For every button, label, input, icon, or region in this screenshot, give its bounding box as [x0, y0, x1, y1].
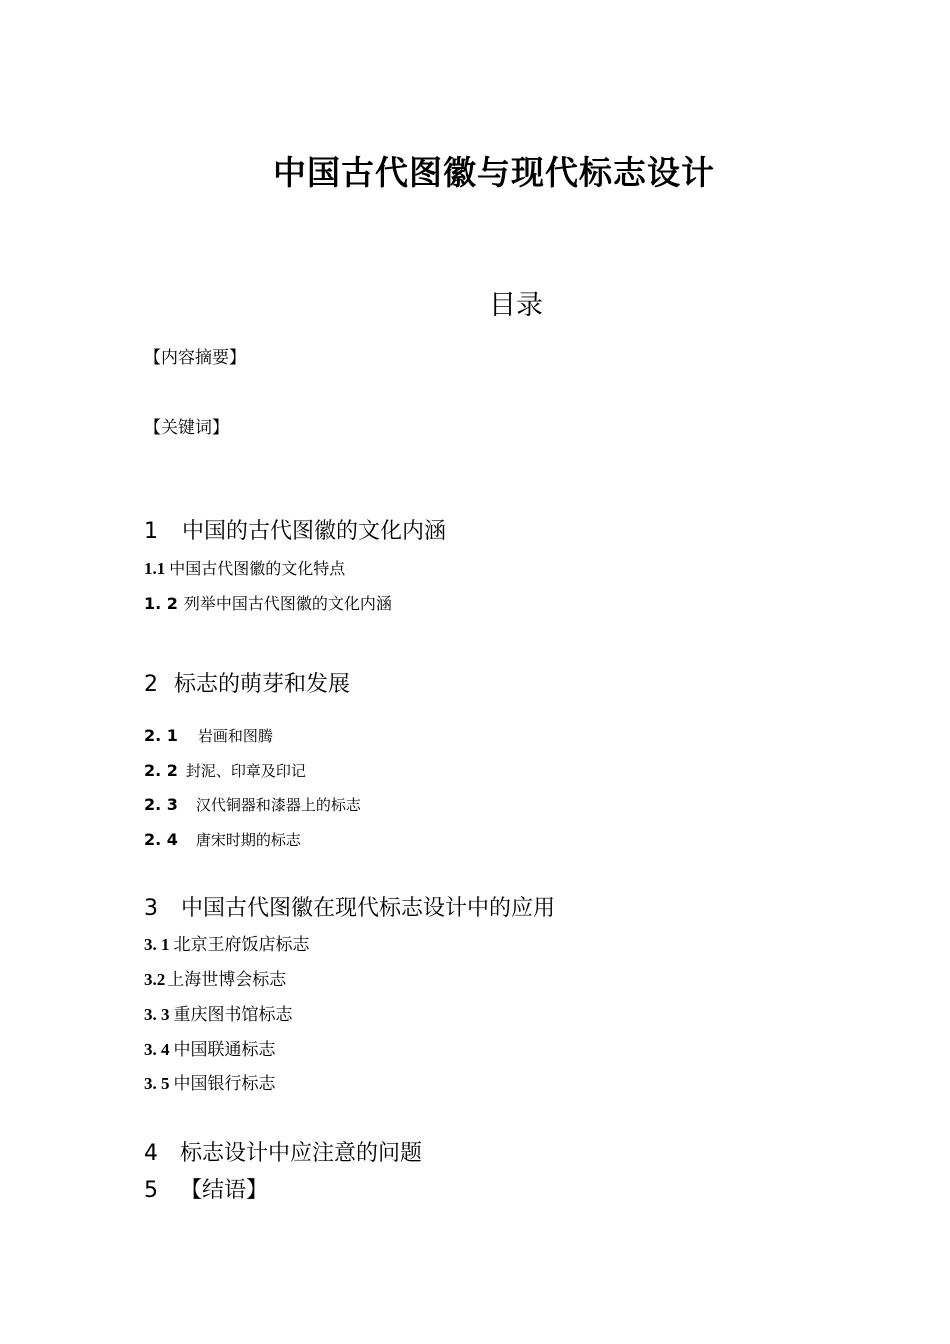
toc-section-3-1 — [144, 936, 310, 954]
section-number: 2. 3 — [144, 795, 178, 814]
toc-section-2-3 — [144, 797, 361, 813]
keywords-label: 【关键词】 — [144, 418, 229, 438]
chapter-number: 1 — [144, 519, 158, 544]
section-number: 2. 2 — [144, 761, 178, 780]
chapter-title: 中国的古代图徽的文化内涵 — [182, 519, 447, 544]
section-number: 1. 2 — [144, 594, 178, 613]
chapter-title: 【结语】 — [180, 1178, 269, 1203]
chapter-number: 4 — [144, 1141, 158, 1166]
chapter-number: 3 — [144, 896, 158, 921]
section-title: 北京王府饭店标志 — [173, 935, 310, 955]
section-title: 中国古代图徽的文化特点 — [169, 559, 346, 578]
section-title: 上海世博会标志 — [167, 970, 287, 990]
chapter-title: 中国古代图徽在现代标志设计中的应用 — [181, 896, 556, 921]
section-title: 封泥、印章及印记 — [185, 762, 306, 780]
chapter-number: 5 — [144, 1178, 158, 1203]
section-number: 2. 1 — [144, 726, 178, 745]
section-number: 3. 3 — [144, 1005, 170, 1024]
toc-heading: 目录 — [489, 290, 543, 321]
toc-section-1-1 — [144, 560, 345, 577]
toc-section-2-1 — [144, 728, 273, 744]
toc-section-2-2 — [144, 763, 306, 779]
toc-section-3-4 — [144, 1041, 276, 1059]
section-number: 2. 4 — [144, 830, 178, 849]
section-title: 中国银行标志 — [173, 1074, 276, 1094]
toc-chapter-2 — [144, 674, 350, 696]
toc-section-3-5 — [144, 1075, 276, 1093]
section-number: 1.1 — [144, 559, 166, 578]
toc-section-3-2 — [144, 971, 286, 989]
document-title: 中国古代图徽与现代标志设计 — [273, 153, 715, 192]
toc-section-2-4 — [144, 832, 301, 848]
toc-chapter-3 — [144, 898, 555, 920]
section-title: 唐宋时期的标志 — [195, 831, 301, 849]
chapter-title: 标志的萌芽和发展 — [174, 672, 351, 697]
toc-chapter-4 — [144, 1143, 422, 1165]
toc-chapter-1 — [144, 521, 446, 543]
section-number: 3. 5 — [144, 1074, 170, 1093]
section-title: 重庆图书馆标志 — [173, 1005, 293, 1025]
section-title: 岩画和图腾 — [197, 727, 273, 745]
toc-section-3-3 — [144, 1006, 293, 1024]
chapter-number: 2 — [144, 672, 158, 697]
section-number: 3. 4 — [144, 1040, 170, 1059]
abstract-label: 【内容摘要】 — [144, 348, 246, 368]
toc-chapter-5 — [144, 1180, 268, 1202]
section-title: 中国联通标志 — [173, 1040, 276, 1060]
section-title: 列举中国古代图徽的文化内涵 — [183, 594, 392, 613]
toc-section-1-2 — [144, 596, 392, 612]
chapter-title: 标志设计中应注意的问题 — [180, 1141, 423, 1166]
section-title: 汉代铜器和漆器上的标志 — [195, 796, 361, 814]
section-number: 3.2 — [144, 970, 166, 989]
section-number: 3. 1 — [144, 935, 170, 954]
